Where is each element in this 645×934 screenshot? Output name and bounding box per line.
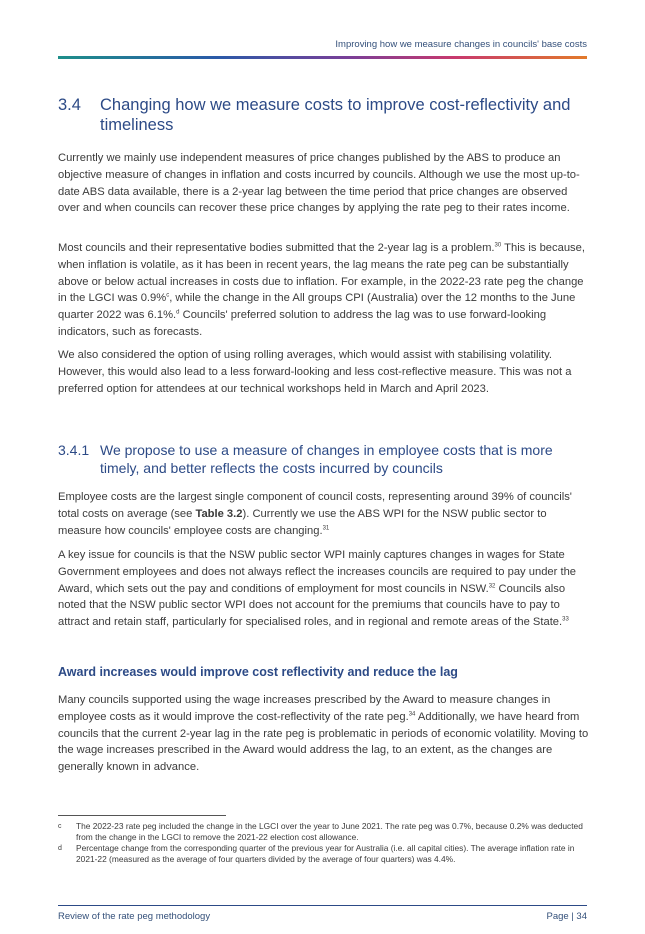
paragraph-2: Most councils and their representative bodies submitted that the 2-year lag is a problem.$^{30}$ This is because, when inflation is volatile, as it has been in recent years, the lag means the rate peg can be substantially above or below actual increases in costs due to inflation. For example, in the 2022-23 rate peg the change in the LGCI was 0.9%$^c$, while the change in the All groups CPI (Australia) over the 12 months to the June quarter 2022 was 6.1%.$^d$ Councils' preferred solution to address the lag was to use forward-looking indicators, such as forecasts. xyxy=(58,242,585,338)
footnote-ref-31[interactable]: 31 xyxy=(322,524,330,531)
section-title: Changing how we measure costs to improve cost-reflectivity and timeliness xyxy=(100,96,571,134)
footnote-ref-d[interactable]: d xyxy=(176,309,180,316)
paragraph-3: We also considered the option of using rolling averages, which would assist with stabilising volatility. However, this would also lead to a less forward-looking and less cost-reflective measure. This was not a preferred option for attendees at our technical workshops held in March and April 2023. xyxy=(58,349,572,395)
footnote-ref-32[interactable]: 32 xyxy=(488,582,496,589)
section-heading xyxy=(58,95,588,135)
footnote-text: The 2022-23 rate peg included the change in the LGCI over the year to June 2021. The rate peg was 0.7%, because 0.2% was deducted from the change in the LGCI to remove the 2021-22 election cost allowance. xyxy=(76,821,583,842)
paragraph-5: A key issue for councils is that the NSW public sector WPI mainly captures changes in wages for State Government employees and does not always reflect the increases councils are required to pay under the Award, which sets out the pay and conditions of employment for most councils in NSW.$^{32}$ Councils also noted that the NSW public sector WPI does not account for the premiums that councils have to pay to attract and retain staff, particularly for specialised roles, and in regional and remote areas of the State.$^{33}$ xyxy=(58,549,577,629)
section-number: 3.4 xyxy=(58,96,81,114)
footnote-ref-34[interactable]: 34 xyxy=(408,711,416,718)
footnote-divider xyxy=(58,815,226,816)
paragraph-6: Many councils supported using the wage increases prescribed by the Award to measure changes in employee costs as it would improve the cost-reflectivity of the rate peg.$^{34}$ Additionally, we have heard from councils that the current 2-year lag in the rate peg is problematic in periods of economic volatility. Moving to the wage increases prescribed in the Award would address the lag, to an extent, as the changes are generally known in advance. xyxy=(58,694,589,774)
paragraph-4: Employee costs are the largest single component of council costs, representing around 39% of councils' total costs on average (see Table 3.2). Currently we use the ABS WPI for the NSW public sector to measure how councils' employee costs are changing.$^{31}$ xyxy=(58,491,572,537)
subsection-number: 3.4.1 xyxy=(58,442,90,458)
footnote-d xyxy=(58,843,589,865)
footer-document-title: Review of the rate peg methodology xyxy=(58,911,211,922)
header-gradient-rule xyxy=(58,56,587,59)
footnote-mark: d xyxy=(58,845,62,852)
table-reference[interactable]: Table 3.2 xyxy=(195,507,243,520)
paragraph-1: Currently we mainly use independent measures of price changes published by the ABS to produce an objective measure of changes in inflation and costs incurred by councils. Although we use the most up-to-date ABS data available, there is a 2-year lag between the time period that price changes are observed over and when councils can recover these price changes by applying the rate peg to their rates income. xyxy=(58,152,580,215)
footnote-ref-c[interactable]: c xyxy=(166,292,170,299)
footnote-ref-30[interactable]: 30 xyxy=(494,242,502,249)
footnote-ref-33[interactable]: 33 xyxy=(562,616,569,623)
footer-rule xyxy=(58,905,587,906)
page-number: Page | 34 xyxy=(546,911,587,922)
subsection-title: We propose to use a measure of changes in employee costs that is more timely, and better reflects the costs incurred by councils xyxy=(100,442,553,476)
footnote-text: Percentage change from the corresponding quarter of the previous year for Australia (i.e. all capital cities). The average inflation rate in 2021-22 (measured as the average of four quarters divided by the average of four quarters) was 4.4%. xyxy=(76,843,575,864)
subsection-heading xyxy=(58,441,588,477)
running-header: Improving how we measure changes in councils' base costs xyxy=(335,39,587,50)
footnote-mark: c xyxy=(58,823,62,830)
award-subheading: Award increases would improve cost reflectivity and reduce the lag xyxy=(58,665,458,679)
footnote-c xyxy=(58,821,589,843)
